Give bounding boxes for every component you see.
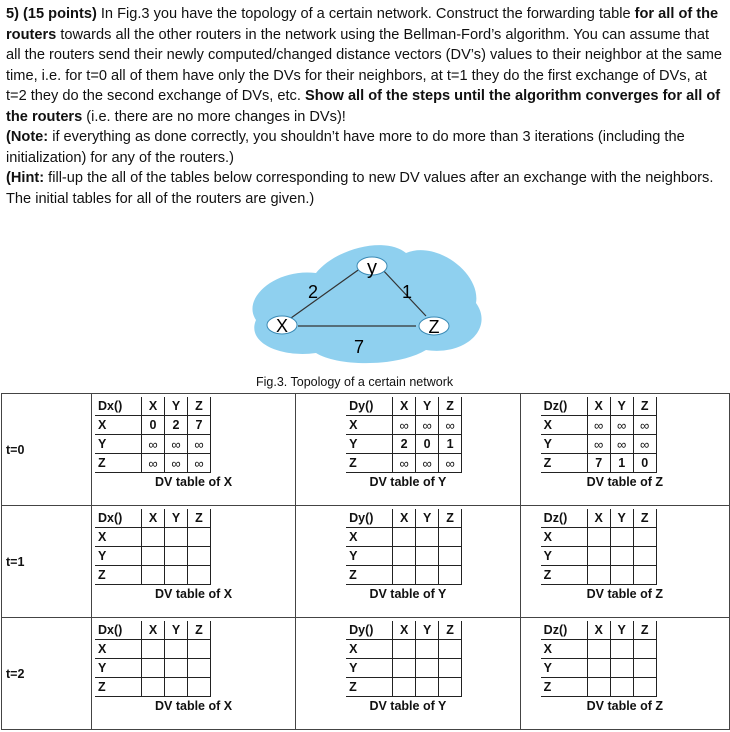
dv-row-header: Z xyxy=(95,678,142,697)
dv-table-cell xyxy=(296,394,521,506)
dv-value[interactable] xyxy=(416,640,439,659)
dv-value[interactable] xyxy=(187,659,210,678)
dv-table-caption: DV table of Y xyxy=(369,587,447,601)
dv-value: 0 xyxy=(416,435,439,454)
dv-row-header: X xyxy=(541,416,588,435)
dv-table-header: Dx() xyxy=(95,621,142,640)
note-text: if everything as done correctly, you shouldn’t have more to do more than 3 iterations (including the initialization) for any of the routers.) xyxy=(6,129,685,166)
dv-value[interactable] xyxy=(416,528,439,547)
problem-number: 5) (15 points) xyxy=(6,6,97,22)
dv-value: ∞ xyxy=(610,435,633,454)
dv-value: 7 xyxy=(187,416,210,435)
dv-value[interactable] xyxy=(587,659,610,678)
dv-value[interactable] xyxy=(416,678,439,697)
dv-value[interactable] xyxy=(439,640,462,659)
dv-value[interactable] xyxy=(393,640,416,659)
dv-column-header: X xyxy=(141,621,164,640)
dv-table-caption: DV table of X xyxy=(155,475,233,489)
node-z-label: Z xyxy=(428,317,440,337)
dv-tables-grid xyxy=(1,393,730,730)
dv-table-header: Dy() xyxy=(346,509,393,528)
dv-table xyxy=(95,621,211,697)
problem-text: In Fig.3 you have the topology of a certain network. Construct the forwarding table xyxy=(96,6,635,22)
dv-table-caption: DV table of Z xyxy=(586,699,664,713)
dv-row-header: Y xyxy=(346,659,393,678)
dv-value[interactable] xyxy=(610,528,633,547)
dv-row-header: Y xyxy=(541,659,588,678)
dv-column-header: Z xyxy=(439,621,462,640)
dv-value[interactable] xyxy=(610,547,633,566)
dv-column-header: X xyxy=(393,397,416,416)
dv-value: ∞ xyxy=(164,454,187,473)
dv-row-header: Z xyxy=(346,678,393,697)
dv-value[interactable] xyxy=(439,547,462,566)
dv-value[interactable] xyxy=(587,566,610,585)
dv-column-header: Z xyxy=(187,621,210,640)
note-label: (Note: xyxy=(6,129,49,145)
dv-table-caption: DV table of Y xyxy=(369,699,447,713)
dv-value: ∞ xyxy=(141,454,164,473)
dv-table-caption: DV table of X xyxy=(155,699,233,713)
dv-row-header: X xyxy=(95,416,142,435)
dv-value: ∞ xyxy=(164,435,187,454)
dv-row-header: Z xyxy=(95,566,142,585)
dv-value[interactable] xyxy=(416,566,439,585)
dv-value[interactable] xyxy=(393,547,416,566)
dv-value: 1 xyxy=(439,435,462,454)
dv-value[interactable] xyxy=(187,678,210,697)
step-row xyxy=(2,506,730,618)
dv-value[interactable] xyxy=(393,528,416,547)
dv-table xyxy=(95,397,211,473)
dv-row-header: Y xyxy=(95,659,142,678)
dv-value[interactable] xyxy=(141,566,164,585)
dv-value: 1 xyxy=(610,454,633,473)
dv-column-header: Y xyxy=(416,397,439,416)
dv-table-cell xyxy=(520,506,729,618)
dv-column-header: X xyxy=(393,509,416,528)
dv-column-header: Y xyxy=(164,397,187,416)
dv-column-header: X xyxy=(393,621,416,640)
dv-column-header: Y xyxy=(610,397,633,416)
dv-column-header: X xyxy=(141,509,164,528)
dv-column-header: Z xyxy=(439,509,462,528)
dv-value: ∞ xyxy=(416,416,439,435)
dv-column-header: X xyxy=(141,397,164,416)
figure-caption: Fig.3. Topology of a certain network xyxy=(256,375,454,389)
dv-value: ∞ xyxy=(187,454,210,473)
dv-table-cell xyxy=(520,394,729,506)
dv-row-header: X xyxy=(541,640,588,659)
edge-y-z-weight: 1 xyxy=(402,282,413,302)
dv-value: ∞ xyxy=(416,454,439,473)
dv-value: 0 xyxy=(633,454,656,473)
step-label: t=2 xyxy=(2,618,92,730)
dv-value[interactable] xyxy=(439,528,462,547)
dv-value[interactable] xyxy=(141,547,164,566)
dv-value[interactable] xyxy=(633,678,656,697)
problem-text: towards all the other routers in the network using the Bellman-Ford’s algorithm. You can assume that all the routers send their newly computed/changed distance vectors (DV’s) values to their neighbor at the same time, i.e. for t=0 all of them have only the DVs for their neighbors, at t=1 they do the first exchange of DVs, at t=2 they do the second exchange of DVs, etc. xyxy=(6,26,723,104)
hint-text: fill-up the all of the tables below corresponding to new DV values after an exchange with the neighbors. The initial tables for all of the routers are given.) xyxy=(6,170,714,207)
dv-row-header: X xyxy=(346,528,393,547)
dv-value[interactable] xyxy=(633,528,656,547)
dv-column-header: Z xyxy=(187,509,210,528)
dv-value[interactable] xyxy=(141,528,164,547)
dv-column-header: Y xyxy=(610,621,633,640)
dv-column-header: Z xyxy=(633,621,656,640)
dv-column-header: Z xyxy=(633,509,656,528)
dv-value: ∞ xyxy=(633,416,656,435)
dv-row-header: Y xyxy=(95,547,142,566)
dv-value[interactable] xyxy=(416,659,439,678)
dv-value[interactable] xyxy=(393,566,416,585)
dv-column-header: Y xyxy=(416,621,439,640)
dv-row-header: Z xyxy=(346,566,393,585)
dv-table xyxy=(346,621,462,697)
dv-table-cell xyxy=(91,394,295,506)
dv-value[interactable] xyxy=(633,566,656,585)
dv-value[interactable] xyxy=(393,678,416,697)
dv-table-cell xyxy=(520,618,729,730)
dv-row-header: Y xyxy=(346,547,393,566)
dv-table xyxy=(541,509,657,585)
dv-value: 2 xyxy=(393,435,416,454)
dv-column-header: Y xyxy=(610,509,633,528)
dv-column-header: X xyxy=(587,397,610,416)
step-row xyxy=(2,394,730,506)
dv-column-header: Y xyxy=(164,509,187,528)
dv-value[interactable] xyxy=(633,640,656,659)
dv-table-header: Dx() xyxy=(95,397,142,416)
dv-table-caption: DV table of Y xyxy=(369,475,447,489)
dv-table-header: Dx() xyxy=(95,509,142,528)
dv-value[interactable] xyxy=(141,659,164,678)
dv-value[interactable] xyxy=(610,640,633,659)
dv-value[interactable] xyxy=(164,640,187,659)
dv-table-header: Dy() xyxy=(346,397,393,416)
dv-value[interactable] xyxy=(141,678,164,697)
dv-table-cell xyxy=(296,506,521,618)
hint-label: (Hint: xyxy=(6,170,45,186)
problem-emphasis: Show all of the steps until the algorithm converges for all of the routers xyxy=(6,88,721,125)
problem-emphasis: for all of the routers xyxy=(6,6,719,43)
dv-row-header: Z xyxy=(541,678,588,697)
dv-value: ∞ xyxy=(141,435,164,454)
dv-value: ∞ xyxy=(587,416,610,435)
dv-column-header: Z xyxy=(633,397,656,416)
dv-value: ∞ xyxy=(610,416,633,435)
dv-row-header: X xyxy=(95,640,142,659)
dv-value: ∞ xyxy=(393,416,416,435)
dv-value[interactable] xyxy=(633,547,656,566)
dv-value[interactable] xyxy=(141,640,164,659)
dv-table-cell xyxy=(91,618,295,730)
dv-row-header: Y xyxy=(541,547,588,566)
dv-value: 7 xyxy=(587,454,610,473)
dv-table xyxy=(95,509,211,585)
step-label: t=0 xyxy=(2,394,92,506)
dv-value: ∞ xyxy=(187,435,210,454)
edge-x-z-weight: 7 xyxy=(354,337,365,357)
dv-value[interactable] xyxy=(187,566,210,585)
dv-value: 0 xyxy=(141,416,164,435)
dv-table xyxy=(541,397,657,473)
dv-value[interactable] xyxy=(610,566,633,585)
dv-row-header: Y xyxy=(346,435,393,454)
node-x-label: X xyxy=(275,316,289,336)
step-label: t=1 xyxy=(2,506,92,618)
dv-table-header: Dz() xyxy=(541,509,588,528)
node-y-label: y xyxy=(367,257,377,279)
dv-row-header: X xyxy=(95,528,142,547)
dv-table-cell xyxy=(296,618,521,730)
dv-table-caption: DV table of X xyxy=(155,587,233,601)
dv-value[interactable] xyxy=(439,566,462,585)
dv-value[interactable] xyxy=(439,678,462,697)
dv-value[interactable] xyxy=(393,659,416,678)
dv-row-header: Z xyxy=(95,454,142,473)
dv-value[interactable] xyxy=(187,547,210,566)
dv-value: ∞ xyxy=(633,435,656,454)
dv-table-header: Dy() xyxy=(346,621,393,640)
dv-column-header: Y xyxy=(164,621,187,640)
dv-value[interactable] xyxy=(187,640,210,659)
dv-value: ∞ xyxy=(439,454,462,473)
dv-value[interactable] xyxy=(587,547,610,566)
dv-row-header: Z xyxy=(541,566,588,585)
dv-column-header: Y xyxy=(416,509,439,528)
dv-column-header: Z xyxy=(187,397,210,416)
dv-value: ∞ xyxy=(587,435,610,454)
dv-value[interactable] xyxy=(164,528,187,547)
dv-value[interactable] xyxy=(610,678,633,697)
dv-row-header: X xyxy=(541,528,588,547)
dv-table-header: Dz() xyxy=(541,621,588,640)
dv-table-cell xyxy=(91,506,295,618)
dv-column-header: X xyxy=(587,509,610,528)
edge-x-y-weight: 2 xyxy=(308,282,319,302)
problem-statement xyxy=(6,4,724,209)
dv-column-header: Z xyxy=(439,397,462,416)
dv-row-header: Y xyxy=(95,435,142,454)
dv-row-header: Z xyxy=(346,454,393,473)
dv-value[interactable] xyxy=(187,528,210,547)
dv-value: 2 xyxy=(164,416,187,435)
dv-value[interactable] xyxy=(164,566,187,585)
dv-row-header: X xyxy=(346,640,393,659)
problem-text: (i.e. there are no more changes in DVs)! xyxy=(82,108,346,125)
network-topology-figure xyxy=(236,228,496,368)
dv-table-header: Dz() xyxy=(541,397,588,416)
dv-value[interactable] xyxy=(610,659,633,678)
dv-table xyxy=(346,397,462,473)
dv-table xyxy=(541,621,657,697)
dv-value: ∞ xyxy=(393,454,416,473)
dv-table xyxy=(346,509,462,585)
dv-value[interactable] xyxy=(587,678,610,697)
dv-value[interactable] xyxy=(633,659,656,678)
dv-value[interactable] xyxy=(164,547,187,566)
dv-value: ∞ xyxy=(439,416,462,435)
dv-column-header: X xyxy=(587,621,610,640)
step-row xyxy=(2,618,730,730)
dv-value[interactable] xyxy=(587,640,610,659)
dv-value[interactable] xyxy=(164,678,187,697)
dv-value[interactable] xyxy=(416,547,439,566)
dv-row-header: Y xyxy=(541,435,588,454)
dv-value[interactable] xyxy=(587,528,610,547)
dv-value[interactable] xyxy=(439,659,462,678)
dv-table-caption: DV table of Z xyxy=(586,587,664,601)
dv-row-header: X xyxy=(346,416,393,435)
dv-value[interactable] xyxy=(164,659,187,678)
dv-row-header: Z xyxy=(541,454,588,473)
dv-table-caption: DV table of Z xyxy=(586,475,664,489)
